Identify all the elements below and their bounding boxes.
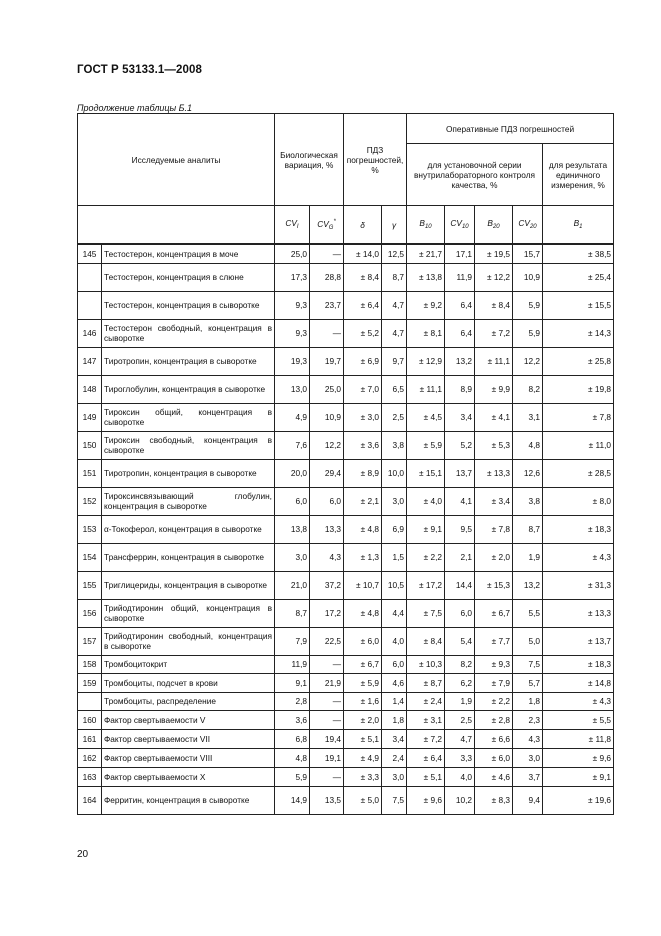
b20-cell: ± 2,0 <box>475 543 513 571</box>
analyte-name: Тиротропин, концентрация в сыворотке <box>102 347 275 375</box>
cv10-cell: 3,3 <box>445 748 475 767</box>
b20-cell: ± 4,1 <box>475 403 513 431</box>
b10-cell: ± 8,1 <box>407 319 445 347</box>
b1-cell: ± 18,3 <box>543 655 614 673</box>
row-number: 145 <box>78 244 102 263</box>
row-number: 161 <box>78 729 102 748</box>
b1-cell: ± 25,8 <box>543 347 614 375</box>
cv10-cell: 6,4 <box>445 291 475 319</box>
delta-cell: ± 6,0 <box>344 627 382 655</box>
b10-cell: ± 9,2 <box>407 291 445 319</box>
cv10-header: $CV_{10}$ <box>445 206 475 245</box>
analyte-name: Тестостерон, концентрация в моче <box>102 244 275 263</box>
b10-cell: ± 8,4 <box>407 627 445 655</box>
table-row <box>78 319 614 347</box>
gamma-cell: 4,0 <box>382 627 407 655</box>
cv20-cell: 7,5 <box>513 655 543 673</box>
cvg-cell: 13,5 <box>310 786 344 814</box>
table-row <box>78 710 614 729</box>
cvg-cell: — <box>310 692 344 710</box>
b20-cell: ± 5,3 <box>475 431 513 459</box>
cv10-cell: 4,1 <box>445 487 475 515</box>
analyte-name: Ферритин, концентрация в сыворотке <box>102 786 275 814</box>
table-row <box>78 244 614 263</box>
b10-cell: ± 11,1 <box>407 375 445 403</box>
row-number: 148 <box>78 375 102 403</box>
cvi-cell: 11,9 <box>275 655 310 673</box>
cvg-cell: 29,4 <box>310 459 344 487</box>
cvi-cell: 20,0 <box>275 459 310 487</box>
analyte-name: Тироглобулин, концентрация в сыворотке <box>102 375 275 403</box>
gamma-cell: 2,4 <box>382 748 407 767</box>
b1-cell: ± 31,3 <box>543 571 614 599</box>
table-row <box>78 673 614 692</box>
table-row <box>78 515 614 543</box>
row-number: 147 <box>78 347 102 375</box>
b10-cell: ± 21,7 <box>407 244 445 263</box>
b10-cell: ± 17,2 <box>407 571 445 599</box>
row-number: 160 <box>78 710 102 729</box>
b10-cell: ± 15,1 <box>407 459 445 487</box>
cv20-cell: 5,5 <box>513 599 543 627</box>
row-number: 154 <box>78 543 102 571</box>
b20-cell: ± 7,7 <box>475 627 513 655</box>
b20-header: $B_{20}$ <box>475 206 513 245</box>
cvg-cell: 17,2 <box>310 599 344 627</box>
cvi-cell: 3,6 <box>275 710 310 729</box>
b10-cell: ± 2,2 <box>407 543 445 571</box>
row-number: 163 <box>78 767 102 786</box>
delta-cell: ± 6,7 <box>344 655 382 673</box>
gamma-cell: 3,4 <box>382 729 407 748</box>
delta-cell: ± 6,9 <box>344 347 382 375</box>
table-row <box>78 347 614 375</box>
table-row <box>78 571 614 599</box>
cv20-cell: 8,7 <box>513 515 543 543</box>
cvg-cell: 21,9 <box>310 673 344 692</box>
analyte-name: Тестостерон, концентрация в сыворотке <box>102 291 275 319</box>
b10-cell: ± 12,9 <box>407 347 445 375</box>
cv20-cell: 4,8 <box>513 431 543 459</box>
delta-cell: ± 7,0 <box>344 375 382 403</box>
cvg-cell: 10,9 <box>310 403 344 431</box>
cvi-cell: 21,0 <box>275 571 310 599</box>
analyte-name: Тироксин свободный, концентрация в сыворотке <box>102 431 275 459</box>
b1-cell: ± 13,7 <box>543 627 614 655</box>
gamma-cell: 3,0 <box>382 487 407 515</box>
delta-cell: ± 5,2 <box>344 319 382 347</box>
operative-header: Оперативные ПДЗ погрешностей <box>407 114 614 144</box>
gamma-cell: 4,7 <box>382 319 407 347</box>
cv10-cell: 17,1 <box>445 244 475 263</box>
cvi-cell: 7,6 <box>275 431 310 459</box>
b10-cell: ± 7,2 <box>407 729 445 748</box>
cv10-cell: 5,2 <box>445 431 475 459</box>
cv20-cell: 3,8 <box>513 487 543 515</box>
row-number <box>78 291 102 319</box>
analytes-header: Исследуемые аналиты <box>78 114 275 206</box>
gamma-cell: 10,0 <box>382 459 407 487</box>
delta-cell: ± 2,0 <box>344 710 382 729</box>
table-row <box>78 748 614 767</box>
cv20-cell: 5,9 <box>513 319 543 347</box>
b20-cell: ± 7,8 <box>475 515 513 543</box>
gamma-cell: 3,8 <box>382 431 407 459</box>
b1-cell: ± 13,3 <box>543 599 614 627</box>
analyte-name: Триглицериды, концентрация в сыворотке <box>102 571 275 599</box>
b20-cell: ± 13,3 <box>475 459 513 487</box>
cv20-cell: 10,9 <box>513 263 543 291</box>
analyte-name: Тромбоциты, распределение <box>102 692 275 710</box>
cvi-cell: 2,8 <box>275 692 310 710</box>
analyte-name: Трийодтиронин общий, концентрация в сыворотке <box>102 599 275 627</box>
cv10-cell: 1,9 <box>445 692 475 710</box>
table-row <box>78 692 614 710</box>
cvi-header: $CV_I$ <box>275 206 310 245</box>
b20-cell: ± 7,9 <box>475 673 513 692</box>
cv20-cell: 5,0 <box>513 627 543 655</box>
cvi-cell: 13,0 <box>275 375 310 403</box>
analyte-name: Фактор свертываемости VIII <box>102 748 275 767</box>
b10-header: $B_{10}$ <box>407 206 445 245</box>
cv10-cell: 6,2 <box>445 673 475 692</box>
row-number: 156 <box>78 599 102 627</box>
gamma-cell: 1,5 <box>382 543 407 571</box>
b1-cell: ± 11,0 <box>543 431 614 459</box>
cv20-cell: 13,2 <box>513 571 543 599</box>
row-number: 152 <box>78 487 102 515</box>
gamma-cell: 6,5 <box>382 375 407 403</box>
gamma-cell: 2,5 <box>382 403 407 431</box>
cvg-cell: 12,2 <box>310 431 344 459</box>
gamma-cell: 4,6 <box>382 673 407 692</box>
b1-cell: ± 28,5 <box>543 459 614 487</box>
pdz-error-header: ПДЗ погрешностей, % <box>344 114 407 206</box>
b1-cell: ± 4,3 <box>543 692 614 710</box>
b20-cell: ± 6,7 <box>475 599 513 627</box>
cv20-cell: 3,7 <box>513 767 543 786</box>
table-row <box>78 459 614 487</box>
cvg-cell: 19,1 <box>310 748 344 767</box>
row-number: 150 <box>78 431 102 459</box>
cv10-cell: 14,4 <box>445 571 475 599</box>
row-number <box>78 263 102 291</box>
gamma-cell: 9,7 <box>382 347 407 375</box>
table-row <box>78 375 614 403</box>
cv10-cell: 11,9 <box>445 263 475 291</box>
table-row <box>78 291 614 319</box>
cvg-cell: 6,0 <box>310 487 344 515</box>
gamma-cell: 10,5 <box>382 571 407 599</box>
cv20-cell: 5,9 <box>513 291 543 319</box>
row-number: 158 <box>78 655 102 673</box>
b1-cell: ± 11,8 <box>543 729 614 748</box>
b1-cell: ± 5,5 <box>543 710 614 729</box>
row-number <box>78 692 102 710</box>
b10-cell: ± 8,7 <box>407 673 445 692</box>
delta-cell: ± 6,4 <box>344 291 382 319</box>
b10-cell: ± 13,8 <box>407 263 445 291</box>
gamma-cell: 6,9 <box>382 515 407 543</box>
b10-cell: ± 4,0 <box>407 487 445 515</box>
analyte-name: Фактор свертываемости X <box>102 767 275 786</box>
b10-cell: ± 7,5 <box>407 599 445 627</box>
cvg-cell: 37,2 <box>310 571 344 599</box>
cvg-cell: — <box>310 710 344 729</box>
page-number: 20 <box>77 849 89 860</box>
cv10-cell: 3,4 <box>445 403 475 431</box>
b20-cell: ± 9,9 <box>475 375 513 403</box>
b20-cell: ± 11,1 <box>475 347 513 375</box>
analytes-subheader-empty <box>78 206 275 245</box>
cvi-cell: 4,9 <box>275 403 310 431</box>
cv10-cell: 13,2 <box>445 347 475 375</box>
analyte-name: Тестостерон свободный, концентрация в сыворотке <box>102 319 275 347</box>
gamma-cell: 3,0 <box>382 767 407 786</box>
single-result-header: для результата единичного измерения, % <box>543 144 614 206</box>
cvi-cell: 3,0 <box>275 543 310 571</box>
b1-cell: ± 14,3 <box>543 319 614 347</box>
table-row <box>78 655 614 673</box>
cvg-cell: 28,8 <box>310 263 344 291</box>
gamma-cell: 7,5 <box>382 786 407 814</box>
setup-series-header: для установочной серии внутрилабораторного контроля качества, % <box>407 144 543 206</box>
cvi-cell: 13,8 <box>275 515 310 543</box>
cv20-cell: 4,3 <box>513 729 543 748</box>
gamma-cell: 6,0 <box>382 655 407 673</box>
b1-cell: ± 14,8 <box>543 673 614 692</box>
cvi-cell: 25,0 <box>275 244 310 263</box>
b20-cell: ± 6,0 <box>475 748 513 767</box>
cv20-cell: 12,6 <box>513 459 543 487</box>
b1-cell: ± 8,0 <box>543 487 614 515</box>
cvg-cell: — <box>310 655 344 673</box>
gamma-cell: 1,8 <box>382 710 407 729</box>
b1-cell: ± 19,8 <box>543 375 614 403</box>
b20-cell: ± 4,6 <box>475 767 513 786</box>
cvg-cell: — <box>310 319 344 347</box>
gamma-cell: 4,7 <box>382 291 407 319</box>
b10-cell: ± 3,1 <box>407 710 445 729</box>
b20-cell: ± 9,3 <box>475 655 513 673</box>
table-caption: Продолжение таблицы Б.1 <box>77 103 193 113</box>
cv20-cell: 8,2 <box>513 375 543 403</box>
cvi-cell: 9,3 <box>275 319 310 347</box>
delta-cell: ± 5,1 <box>344 729 382 748</box>
delta-cell: ± 3,0 <box>344 403 382 431</box>
cv10-cell: 13,7 <box>445 459 475 487</box>
table-row <box>78 431 614 459</box>
cvg-cell: — <box>310 244 344 263</box>
cv10-cell: 2,5 <box>445 710 475 729</box>
cv20-cell: 3,0 <box>513 748 543 767</box>
cvg-cell: 23,7 <box>310 291 344 319</box>
cvi-cell: 9,3 <box>275 291 310 319</box>
cv10-cell: 8,2 <box>445 655 475 673</box>
analyte-name: Тироксинсвязывающий глобулин, концентрация в сыворотке <box>102 487 275 515</box>
b20-cell: ± 6,6 <box>475 729 513 748</box>
b10-cell: ± 5,1 <box>407 767 445 786</box>
b1-cell: ± 9,6 <box>543 748 614 767</box>
b1-cell: ± 18,3 <box>543 515 614 543</box>
row-number: 164 <box>78 786 102 814</box>
delta-cell: ± 4,9 <box>344 748 382 767</box>
delta-cell: ± 2,1 <box>344 487 382 515</box>
table-row <box>78 487 614 515</box>
b10-cell: ± 6,4 <box>407 748 445 767</box>
b20-cell: ± 2,8 <box>475 710 513 729</box>
cvi-cell: 17,3 <box>275 263 310 291</box>
analyte-name: Тироксин общий, концентрация в сыворотке <box>102 403 275 431</box>
cvi-cell: 7,9 <box>275 627 310 655</box>
delta-cell: ± 5,0 <box>344 786 382 814</box>
table-row <box>78 599 614 627</box>
b1-cell: ± 15,5 <box>543 291 614 319</box>
analyte-name: Фактор свертываемости V <box>102 710 275 729</box>
table-row <box>78 786 614 814</box>
cvi-cell: 5,9 <box>275 767 310 786</box>
b1-cell: ± 25,4 <box>543 263 614 291</box>
cvi-cell: 8,7 <box>275 599 310 627</box>
analyte-name: Трийодтиронин свободный, концентрация в сыворотке <box>102 627 275 655</box>
cv20-cell: 1,9 <box>513 543 543 571</box>
cvg-cell: 25,0 <box>310 375 344 403</box>
table-row <box>78 627 614 655</box>
analyte-name: Фактор свертываемости VII <box>102 729 275 748</box>
b10-cell: ± 10,3 <box>407 655 445 673</box>
gamma-cell: 1,4 <box>382 692 407 710</box>
cvi-cell: 9,1 <box>275 673 310 692</box>
b20-cell: ± 8,4 <box>475 291 513 319</box>
analytes-table <box>77 113 614 815</box>
b10-cell: ± 2,4 <box>407 692 445 710</box>
table-row <box>78 543 614 571</box>
cv20-cell: 15,7 <box>513 244 543 263</box>
row-number: 146 <box>78 319 102 347</box>
row-number: 155 <box>78 571 102 599</box>
b20-cell: ± 12,2 <box>475 263 513 291</box>
cv20-cell: 9,4 <box>513 786 543 814</box>
delta-cell: ± 14,0 <box>344 244 382 263</box>
delta-cell: ± 3,3 <box>344 767 382 786</box>
cv10-cell: 6,0 <box>445 599 475 627</box>
cvg-header: $CV_G^*$ <box>310 206 344 245</box>
table-body <box>78 244 614 814</box>
delta-cell: ± 10,7 <box>344 571 382 599</box>
b20-cell: ± 7,2 <box>475 319 513 347</box>
delta-cell: ± 4,8 <box>344 515 382 543</box>
cv10-cell: 4,0 <box>445 767 475 786</box>
standard-header: ГОСТ Р 53133.1—2008 <box>77 64 202 76</box>
b20-cell: ± 2,2 <box>475 692 513 710</box>
b20-cell: ± 3,4 <box>475 487 513 515</box>
row-number: 151 <box>78 459 102 487</box>
cv20-header: $CV_{20}$ <box>513 206 543 245</box>
bio-variation-header: Биологическая вариация, % <box>275 114 344 206</box>
analyte-name: Тиротропин, концентрация в сыворотке <box>102 459 275 487</box>
analyte-name: Трансферрин, концентрация в сыворотке <box>102 543 275 571</box>
b1-cell: ± 38,5 <box>543 244 614 263</box>
analyte-name: Тестостерон, концентрация в слюне <box>102 263 275 291</box>
delta-cell: ± 1,3 <box>344 543 382 571</box>
gamma-cell: 4,4 <box>382 599 407 627</box>
b10-cell: ± 5,9 <box>407 431 445 459</box>
b20-cell: ± 19,5 <box>475 244 513 263</box>
row-number: 159 <box>78 673 102 692</box>
delta-cell: ± 1,6 <box>344 692 382 710</box>
cvg-cell: — <box>310 767 344 786</box>
delta-cell: ± 8,4 <box>344 263 382 291</box>
b10-cell: ± 9,1 <box>407 515 445 543</box>
gamma-header: γ <box>382 206 407 245</box>
cvi-cell: 6,0 <box>275 487 310 515</box>
cv10-cell: 9,5 <box>445 515 475 543</box>
cvg-cell: 19,4 <box>310 729 344 748</box>
cv10-cell: 6,4 <box>445 319 475 347</box>
cv20-cell: 12,2 <box>513 347 543 375</box>
gamma-cell: 12,5 <box>382 244 407 263</box>
cvi-cell: 19,3 <box>275 347 310 375</box>
b10-cell: ± 4,5 <box>407 403 445 431</box>
delta-cell: ± 5,9 <box>344 673 382 692</box>
cvg-cell: 19,7 <box>310 347 344 375</box>
row-number: 149 <box>78 403 102 431</box>
analyte-name: Тромбоциты, подсчет в крови <box>102 673 275 692</box>
cvg-cell: 4,3 <box>310 543 344 571</box>
table-row <box>78 767 614 786</box>
row-number: 157 <box>78 627 102 655</box>
cvg-cell: 22,5 <box>310 627 344 655</box>
table-row <box>78 263 614 291</box>
table-row <box>78 729 614 748</box>
b1-cell: ± 9,1 <box>543 767 614 786</box>
delta-cell: ± 8,9 <box>344 459 382 487</box>
gamma-cell: 8,7 <box>382 263 407 291</box>
cvi-cell: 14,9 <box>275 786 310 814</box>
cv10-cell: 8,9 <box>445 375 475 403</box>
cv20-cell: 2,3 <box>513 710 543 729</box>
cv10-cell: 5,4 <box>445 627 475 655</box>
delta-cell: ± 4,8 <box>344 599 382 627</box>
b10-cell: ± 9,6 <box>407 786 445 814</box>
cv10-cell: 4,7 <box>445 729 475 748</box>
analyte-name: α-Токоферол, концентрация в сыворотке <box>102 515 275 543</box>
cvg-cell: 13,3 <box>310 515 344 543</box>
cvi-cell: 4,8 <box>275 748 310 767</box>
b1-header: $B_1$ <box>543 206 614 245</box>
cv10-cell: 2,1 <box>445 543 475 571</box>
cv20-cell: 5,7 <box>513 673 543 692</box>
cv10-cell: 10,2 <box>445 786 475 814</box>
table-row <box>78 403 614 431</box>
b1-cell: ± 7,8 <box>543 403 614 431</box>
cv20-cell: 3,1 <box>513 403 543 431</box>
cvi-cell: 6,8 <box>275 729 310 748</box>
delta-cell: ± 3,6 <box>344 431 382 459</box>
b20-cell: ± 15,3 <box>475 571 513 599</box>
row-number: 153 <box>78 515 102 543</box>
b20-cell: ± 8,3 <box>475 786 513 814</box>
b1-cell: ± 4,3 <box>543 543 614 571</box>
delta-header: δ <box>344 206 382 245</box>
b1-cell: ± 19,6 <box>543 786 614 814</box>
row-number: 162 <box>78 748 102 767</box>
analyte-name: Тромбоцитокрит <box>102 655 275 673</box>
cv20-cell: 1,8 <box>513 692 543 710</box>
